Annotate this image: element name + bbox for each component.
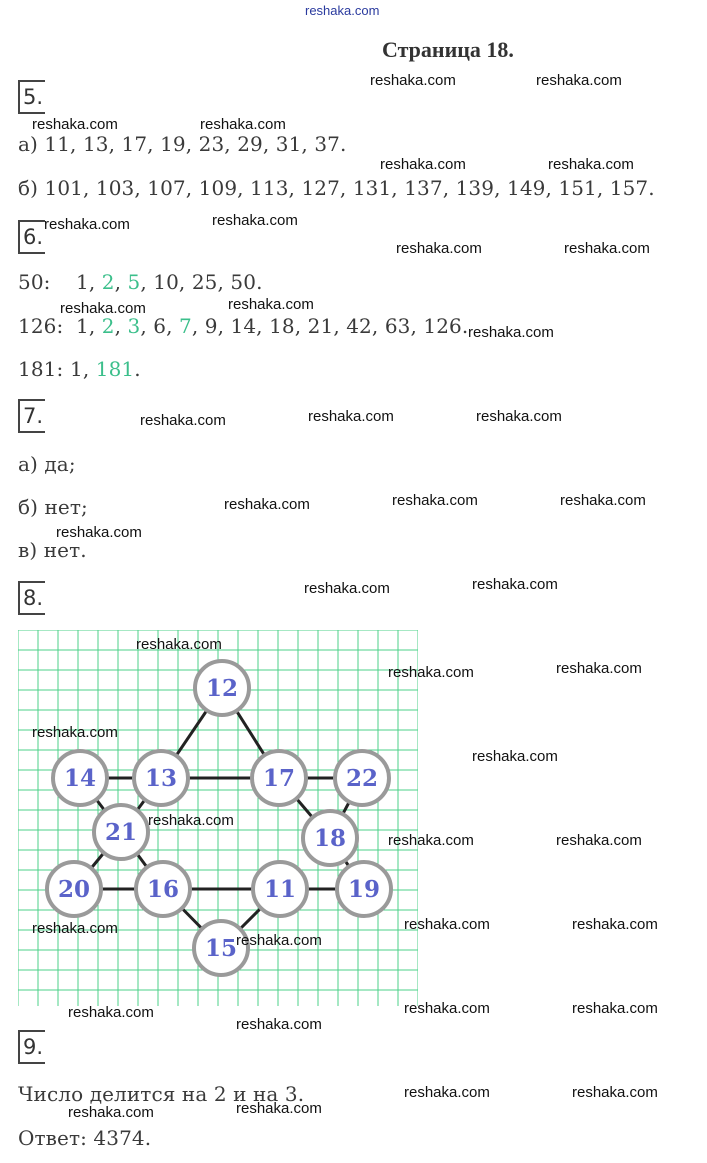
divisor: 25 bbox=[191, 270, 218, 294]
watermark: reshaka.com bbox=[572, 1084, 658, 1101]
graph-node-label: 15 bbox=[204, 935, 238, 962]
watermark: reshaka.com bbox=[44, 216, 130, 233]
watermark: reshaka.com bbox=[548, 156, 634, 173]
task-6-number: 6. bbox=[18, 220, 45, 254]
graph-node-label: 19 bbox=[347, 876, 381, 903]
watermark: reshaka.com bbox=[556, 832, 642, 849]
task-6-row-181 bbox=[18, 357, 141, 381]
task-5-a: а) 11, 13, 17, 19, 23, 29, 31, 37. bbox=[18, 132, 347, 156]
watermark: reshaka.com bbox=[472, 748, 558, 765]
graph-node-label: 12 bbox=[205, 675, 239, 702]
watermark: reshaka.com bbox=[472, 576, 558, 593]
watermark: reshaka.com bbox=[32, 920, 118, 937]
graph-node-label: 17 bbox=[262, 765, 296, 792]
watermark: reshaka.com bbox=[468, 324, 554, 341]
task-6-label-126: 126: bbox=[18, 314, 64, 338]
divisor: 7 bbox=[179, 314, 192, 338]
divisor: 21 bbox=[307, 314, 334, 338]
graph-node-label: 21 bbox=[104, 819, 138, 846]
watermark: reshaka.com bbox=[32, 116, 118, 133]
watermark: reshaka.com bbox=[304, 580, 390, 597]
task-9-answer: Ответ: 4374. bbox=[18, 1126, 152, 1150]
task-9-number: 9. bbox=[18, 1030, 45, 1064]
task-6-row-126 bbox=[18, 314, 468, 338]
divisor: 5 bbox=[127, 270, 141, 294]
divisor: 126 bbox=[423, 314, 462, 338]
divisor: 2 bbox=[101, 314, 115, 338]
divisor: 9 bbox=[204, 314, 218, 338]
watermark: reshaka.com bbox=[404, 1084, 490, 1101]
watermark: reshaka.com bbox=[560, 492, 646, 509]
divisor: 14 bbox=[230, 314, 257, 338]
watermark: reshaka.com bbox=[212, 212, 298, 229]
divisor: 18 bbox=[269, 314, 295, 338]
divisor-list: 1, 181. bbox=[70, 357, 141, 381]
watermark: reshaka.com bbox=[236, 1016, 322, 1033]
watermark: reshaka.com bbox=[476, 408, 562, 425]
graph-node-label: 22 bbox=[345, 765, 379, 792]
site-header[interactable]: reshaka.com bbox=[305, 3, 380, 18]
graph-node-label: 20 bbox=[57, 876, 91, 903]
graph-node-label: 14 bbox=[63, 765, 97, 792]
divisor-list: 1, 2, 3, 6, 7, 9, 14, 18, 21, 42, 63, 126. bbox=[76, 314, 469, 338]
divisor: 50 bbox=[230, 270, 257, 294]
watermark: reshaka.com bbox=[380, 156, 466, 173]
divisor: 10 bbox=[153, 270, 179, 294]
watermark: reshaka.com bbox=[32, 724, 118, 741]
divisor: 2 bbox=[101, 270, 115, 294]
watermark: reshaka.com bbox=[236, 932, 322, 949]
watermark: reshaka.com bbox=[572, 916, 658, 933]
watermark: reshaka.com bbox=[68, 1004, 154, 1021]
watermark: reshaka.com bbox=[536, 72, 622, 89]
task-7-a: а) да; bbox=[18, 452, 76, 476]
graph-node-label: 13 bbox=[144, 765, 178, 792]
task-6-row-50 bbox=[18, 270, 263, 294]
watermark: reshaka.com bbox=[556, 660, 642, 677]
divisor: 1 bbox=[76, 314, 89, 338]
watermark: reshaka.com bbox=[396, 240, 482, 257]
watermark: reshaka.com bbox=[236, 1100, 322, 1117]
watermark: reshaka.com bbox=[388, 664, 474, 681]
graph-node-label: 11 bbox=[263, 876, 297, 903]
divisor-list: 1, 2, 5, 10, 25, 50. bbox=[76, 270, 263, 294]
divisor: 6 bbox=[153, 314, 167, 338]
watermark: reshaka.com bbox=[68, 1104, 154, 1121]
task-8-number: 8. bbox=[18, 581, 45, 615]
watermark: reshaka.com bbox=[392, 492, 478, 509]
task-6-label-181: 181: bbox=[18, 357, 64, 381]
watermark: reshaka.com bbox=[60, 300, 146, 317]
watermark: reshaka.com bbox=[404, 1000, 490, 1017]
divisor: 63 bbox=[384, 314, 411, 338]
task-7-c: в) нет. bbox=[18, 538, 87, 562]
divisor: 1 bbox=[76, 270, 89, 294]
watermark: reshaka.com bbox=[228, 296, 314, 313]
graph-node-label: 16 bbox=[146, 876, 180, 903]
watermark: reshaka.com bbox=[404, 916, 490, 933]
divisor: 181 bbox=[95, 357, 135, 381]
task-7-b: б) нет; bbox=[18, 495, 88, 519]
watermark: reshaka.com bbox=[136, 636, 222, 653]
graph-node-label: 18 bbox=[313, 825, 347, 852]
task-9-line: Число делится на 2 и на 3. bbox=[18, 1082, 305, 1106]
watermark: reshaka.com bbox=[148, 812, 234, 829]
divisor: 42 bbox=[346, 314, 372, 338]
watermark: reshaka.com bbox=[140, 412, 226, 429]
divisor: 1 bbox=[70, 357, 83, 381]
page-title: Страница 18. bbox=[382, 37, 514, 62]
watermark: reshaka.com bbox=[388, 832, 474, 849]
task-7-number: 7. bbox=[18, 399, 45, 433]
watermark: reshaka.com bbox=[56, 524, 142, 541]
watermark: reshaka.com bbox=[200, 116, 286, 133]
watermark: reshaka.com bbox=[370, 72, 456, 89]
watermark: reshaka.com bbox=[564, 240, 650, 257]
task-6-label-50: 50: bbox=[18, 270, 51, 294]
task-5-b: б) 101, 103, 107, 109, 113, 127, 131, 137, 139, 149, 151, 157. bbox=[18, 176, 655, 200]
divisor: 3 bbox=[127, 314, 141, 338]
task-5-number: 5. bbox=[18, 80, 45, 114]
watermark: reshaka.com bbox=[572, 1000, 658, 1017]
watermark: reshaka.com bbox=[224, 496, 310, 513]
watermark: reshaka.com bbox=[308, 408, 394, 425]
